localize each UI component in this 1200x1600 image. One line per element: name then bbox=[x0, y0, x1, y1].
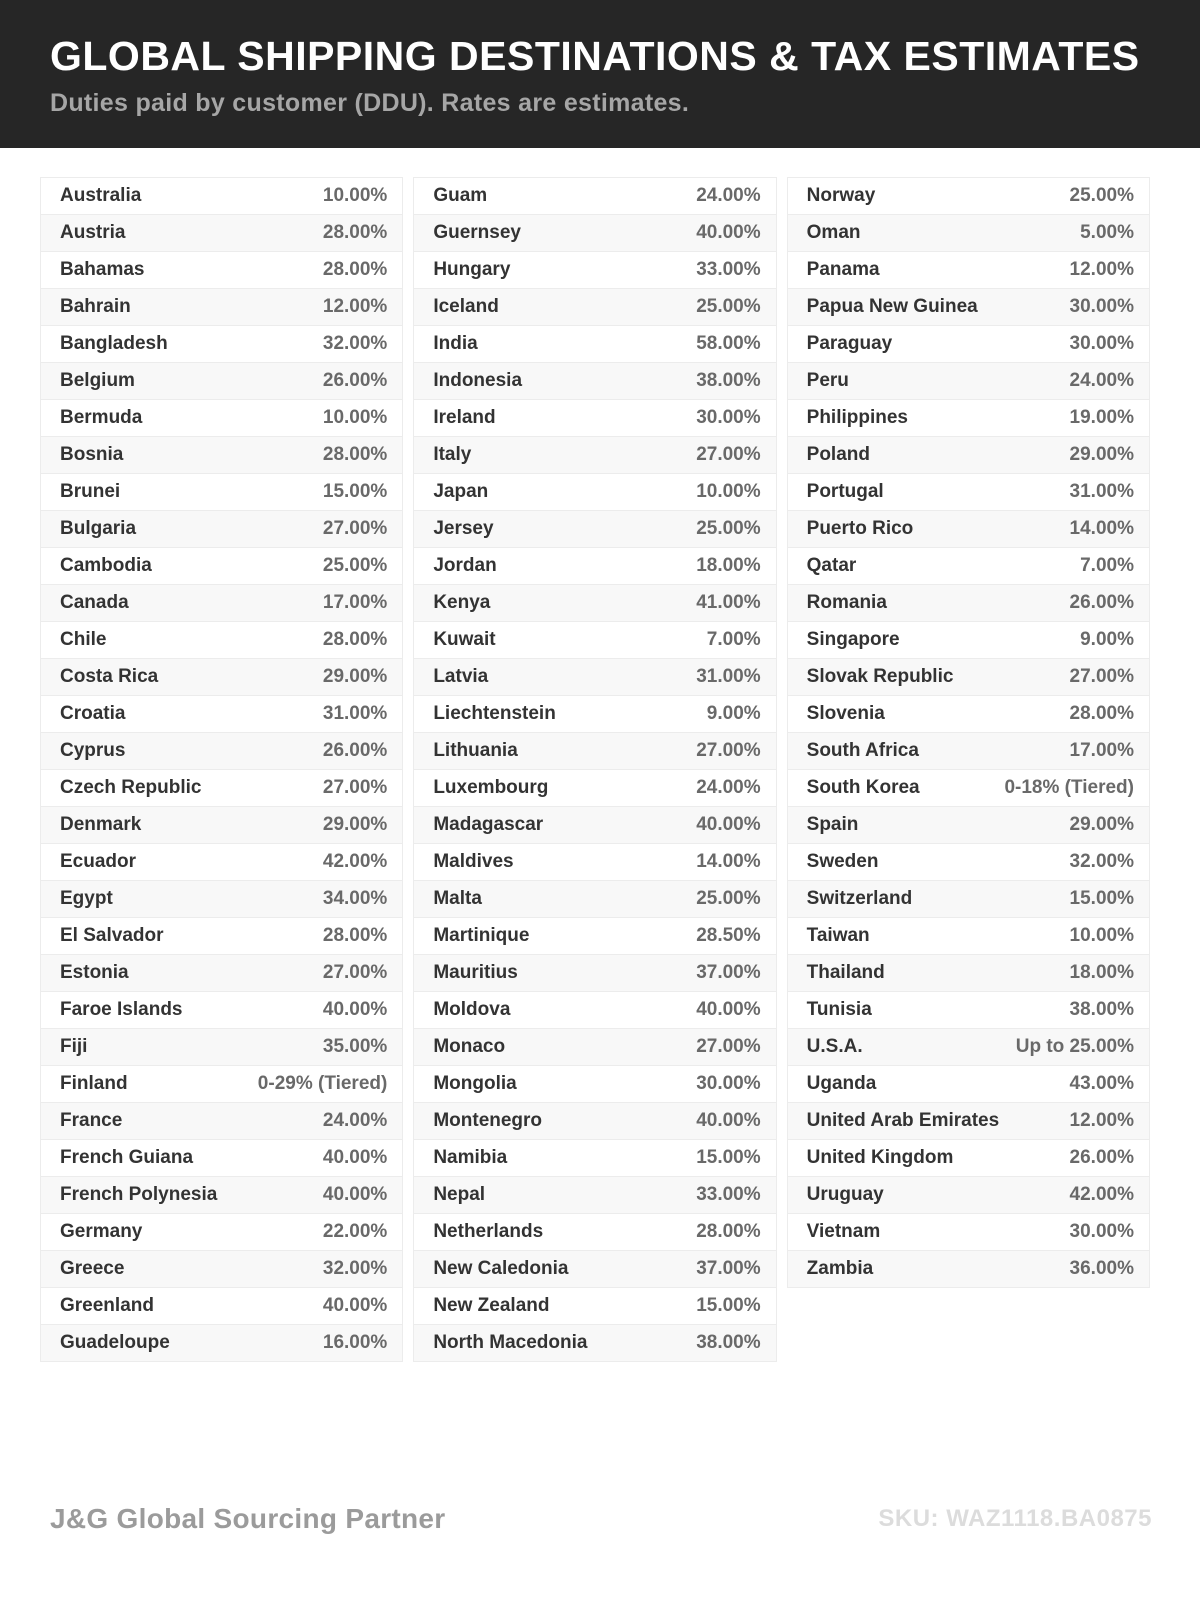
country-label: Slovak Republic bbox=[806, 666, 954, 687]
tax-rate-value: 10.00% bbox=[696, 481, 761, 502]
table-row bbox=[787, 1213, 1150, 1251]
table-row bbox=[787, 214, 1150, 252]
table-row bbox=[413, 214, 776, 252]
tax-rate-value: 40.00% bbox=[322, 1147, 388, 1168]
table-row bbox=[413, 1250, 776, 1288]
country-label: New Zealand bbox=[433, 1295, 550, 1316]
country-label: Fiji bbox=[60, 1036, 88, 1057]
country-label: Guernsey bbox=[433, 222, 521, 243]
tax-rate-value: 31.00% bbox=[1069, 481, 1134, 502]
tax-rate-value: 34.00% bbox=[322, 888, 388, 909]
table-row bbox=[787, 177, 1150, 215]
table-row bbox=[787, 658, 1150, 696]
table-row bbox=[787, 436, 1150, 474]
country-label: Puerto Rico bbox=[806, 518, 914, 539]
country-label: Jordan bbox=[433, 555, 497, 576]
table-row bbox=[413, 1287, 776, 1325]
table-row bbox=[40, 1176, 403, 1214]
page-footer bbox=[50, 1503, 1152, 1535]
table-row bbox=[413, 547, 776, 585]
country-label: Estonia bbox=[60, 962, 129, 983]
tax-rate-value: 33.00% bbox=[696, 259, 761, 280]
table-row bbox=[413, 806, 776, 844]
country-label: Sweden bbox=[806, 851, 879, 872]
tax-rate-value: 24.00% bbox=[696, 777, 761, 798]
table-row bbox=[787, 1176, 1150, 1214]
table-row bbox=[40, 806, 403, 844]
tax-rate-value: Up to 25.00% bbox=[1015, 1036, 1134, 1057]
tax-rate-value: 15.00% bbox=[696, 1295, 761, 1316]
tax-rate-value: 10.00% bbox=[322, 185, 388, 206]
tax-rate-value: 28.50% bbox=[696, 925, 761, 946]
country-label: Bahamas bbox=[60, 259, 145, 280]
table-row bbox=[40, 214, 403, 252]
table-row bbox=[40, 251, 403, 289]
tax-rate-value: 42.00% bbox=[1069, 1184, 1134, 1205]
table-row bbox=[40, 880, 403, 918]
tax-rate-value: 17.00% bbox=[1069, 740, 1134, 761]
tax-rate-value: 12.00% bbox=[1069, 259, 1134, 280]
country-label: Poland bbox=[806, 444, 870, 465]
country-label: Iceland bbox=[433, 296, 499, 317]
country-label: Chile bbox=[60, 629, 107, 650]
table-row bbox=[40, 288, 403, 326]
table-row bbox=[787, 843, 1150, 881]
tax-rate-value: 22.00% bbox=[322, 1221, 388, 1242]
country-label: Lithuania bbox=[433, 740, 518, 761]
table-row bbox=[40, 1139, 403, 1177]
country-label: South Korea bbox=[806, 777, 920, 798]
table-row bbox=[40, 695, 403, 733]
country-label: Qatar bbox=[806, 555, 857, 576]
table-row bbox=[787, 954, 1150, 992]
tax-rate-value: 27.00% bbox=[322, 518, 388, 539]
table-row bbox=[787, 251, 1150, 289]
country-label: Netherlands bbox=[433, 1221, 544, 1242]
rates-column-3 bbox=[787, 178, 1150, 1288]
table-row bbox=[40, 991, 403, 1029]
country-label: Romania bbox=[806, 592, 887, 613]
tax-rate-value: 38.00% bbox=[696, 1332, 761, 1353]
country-label: Bangladesh bbox=[60, 333, 168, 354]
tax-rate-value: 15.00% bbox=[322, 481, 388, 502]
country-label: Luxembourg bbox=[433, 777, 549, 798]
country-label: Faroe Islands bbox=[60, 999, 183, 1020]
country-label: Philippines bbox=[806, 407, 909, 428]
country-label: Ecuador bbox=[60, 851, 137, 872]
table-row bbox=[40, 325, 403, 363]
table-row bbox=[40, 399, 403, 437]
country-label: Liechtenstein bbox=[433, 703, 556, 724]
rates-column-2 bbox=[413, 178, 776, 1362]
country-label: Australia bbox=[60, 185, 142, 206]
table-row bbox=[40, 584, 403, 622]
table-row bbox=[413, 991, 776, 1029]
table-row bbox=[413, 769, 776, 807]
country-label: Papua New Guinea bbox=[806, 296, 978, 317]
table-row bbox=[40, 177, 403, 215]
table-row bbox=[40, 436, 403, 474]
table-row bbox=[787, 991, 1150, 1029]
tax-rate-value: 37.00% bbox=[696, 962, 761, 983]
tax-rate-value: 32.00% bbox=[1069, 851, 1134, 872]
table-row bbox=[413, 1139, 776, 1177]
table-row bbox=[40, 362, 403, 400]
country-label: Oman bbox=[806, 222, 861, 243]
country-label: Denmark bbox=[60, 814, 142, 835]
country-label: Namibia bbox=[433, 1147, 508, 1168]
tax-rate-value: 30.00% bbox=[1069, 296, 1134, 317]
table-row bbox=[787, 880, 1150, 918]
table-row bbox=[787, 584, 1150, 622]
country-label: Finland bbox=[60, 1073, 128, 1094]
table-row bbox=[787, 769, 1150, 807]
country-label: Croatia bbox=[60, 703, 126, 724]
tax-rate-value: 15.00% bbox=[1069, 888, 1134, 909]
page-title: GLOBAL SHIPPING DESTINATIONS & TAX ESTIMATES bbox=[50, 32, 1140, 79]
table-row bbox=[413, 880, 776, 918]
country-label: Zambia bbox=[806, 1258, 874, 1279]
table-row bbox=[787, 621, 1150, 659]
country-label: Bulgaria bbox=[60, 518, 137, 539]
country-label: Austria bbox=[60, 222, 126, 243]
country-label: Greenland bbox=[60, 1295, 154, 1316]
country-label: French Polynesia bbox=[60, 1184, 218, 1205]
country-label: French Guiana bbox=[60, 1147, 194, 1168]
tax-rate-value: 38.00% bbox=[696, 370, 761, 391]
table-row bbox=[40, 1287, 403, 1325]
tax-rate-value: 26.00% bbox=[322, 370, 388, 391]
rates-column-1 bbox=[40, 178, 403, 1362]
table-row bbox=[787, 473, 1150, 511]
tax-rate-value: 29.00% bbox=[1069, 444, 1134, 465]
tax-rate-value: 30.00% bbox=[1069, 1221, 1134, 1242]
country-label: Ireland bbox=[433, 407, 496, 428]
tax-rate-value: 27.00% bbox=[322, 777, 388, 798]
table-row bbox=[40, 1065, 403, 1103]
tax-rate-value: 40.00% bbox=[696, 1110, 761, 1131]
table-row bbox=[787, 732, 1150, 770]
tax-rate-value: 40.00% bbox=[322, 999, 388, 1020]
table-row bbox=[413, 288, 776, 326]
tax-rate-value: 10.00% bbox=[1069, 925, 1134, 946]
country-label: U.S.A. bbox=[806, 1036, 863, 1057]
country-label: New Caledonia bbox=[433, 1258, 569, 1279]
tax-rate-value: 27.00% bbox=[696, 1036, 761, 1057]
country-label: Switzerland bbox=[806, 888, 913, 909]
table-row bbox=[40, 917, 403, 955]
country-label: Czech Republic bbox=[60, 777, 202, 798]
country-label: Uganda bbox=[806, 1073, 877, 1094]
table-row bbox=[413, 1176, 776, 1214]
tax-rate-value: 42.00% bbox=[322, 851, 388, 872]
country-label: Japan bbox=[433, 481, 489, 502]
table-row bbox=[413, 732, 776, 770]
country-label: South Africa bbox=[806, 740, 919, 761]
table-row bbox=[413, 362, 776, 400]
tax-rate-value: 18.00% bbox=[1069, 962, 1134, 983]
tax-rate-value: 32.00% bbox=[322, 333, 388, 354]
tax-rate-value: 35.00% bbox=[322, 1036, 388, 1057]
sku-label: SKU: WAZ1118.BA0875 bbox=[878, 1505, 1152, 1532]
tax-rate-value: 36.00% bbox=[1069, 1258, 1134, 1279]
tax-rate-value: 24.00% bbox=[696, 185, 761, 206]
tax-rate-value: 7.00% bbox=[706, 629, 761, 650]
tax-rate-value: 14.00% bbox=[696, 851, 761, 872]
country-label: Spain bbox=[806, 814, 859, 835]
table-row bbox=[413, 325, 776, 363]
tax-rate-value: 12.00% bbox=[322, 296, 388, 317]
table-row bbox=[787, 695, 1150, 733]
tax-rate-value: 32.00% bbox=[322, 1258, 388, 1279]
tax-rate-value: 41.00% bbox=[696, 592, 761, 613]
country-label: Indonesia bbox=[433, 370, 523, 391]
country-label: El Salvador bbox=[60, 925, 164, 946]
country-label: Madagascar bbox=[433, 814, 544, 835]
country-label: Portugal bbox=[806, 481, 884, 502]
table-row bbox=[787, 362, 1150, 400]
country-label: Italy bbox=[433, 444, 472, 465]
country-label: Brunei bbox=[60, 481, 121, 502]
table-row bbox=[413, 695, 776, 733]
table-row bbox=[413, 917, 776, 955]
tax-rate-value: 28.00% bbox=[1069, 703, 1134, 724]
tax-rate-value: 30.00% bbox=[696, 407, 761, 428]
tax-rate-value: 37.00% bbox=[696, 1258, 761, 1279]
tax-rate-value: 40.00% bbox=[322, 1184, 388, 1205]
country-label: Canada bbox=[60, 592, 129, 613]
page-subtitle: Duties paid by customer (DDU). Rates are estimates. bbox=[50, 89, 690, 118]
table-row bbox=[413, 584, 776, 622]
country-label: Cyprus bbox=[60, 740, 126, 761]
tax-rate-value: 28.00% bbox=[322, 925, 388, 946]
country-label: Monaco bbox=[433, 1036, 506, 1057]
country-label: Maldives bbox=[433, 851, 514, 872]
table-row bbox=[413, 1102, 776, 1140]
tax-rate-value: 0-18% (Tiered) bbox=[1004, 777, 1134, 798]
country-label: Norway bbox=[806, 185, 876, 206]
country-label: India bbox=[433, 333, 478, 354]
tax-rate-value: 27.00% bbox=[696, 444, 761, 465]
tax-rate-value: 24.00% bbox=[322, 1110, 388, 1131]
table-row bbox=[787, 1028, 1150, 1066]
table-row bbox=[787, 806, 1150, 844]
country-label: Bosnia bbox=[60, 444, 124, 465]
tax-rate-value: 15.00% bbox=[696, 1147, 761, 1168]
tax-rate-value: 58.00% bbox=[696, 333, 761, 354]
table-row bbox=[40, 621, 403, 659]
tax-rate-value: 33.00% bbox=[696, 1184, 761, 1205]
table-row bbox=[413, 177, 776, 215]
table-row bbox=[40, 510, 403, 548]
country-label: Bermuda bbox=[60, 407, 143, 428]
table-row bbox=[787, 510, 1150, 548]
country-label: Malta bbox=[433, 888, 482, 909]
country-label: Thailand bbox=[806, 962, 885, 983]
country-label: Montenegro bbox=[433, 1110, 543, 1131]
tax-rate-value: 40.00% bbox=[696, 222, 761, 243]
table-row bbox=[40, 1250, 403, 1288]
country-label: Hungary bbox=[433, 259, 511, 280]
country-label: Costa Rica bbox=[60, 666, 159, 687]
tax-rate-value: 40.00% bbox=[696, 999, 761, 1020]
table-row bbox=[40, 843, 403, 881]
country-label: Kuwait bbox=[433, 629, 496, 650]
country-label: North Macedonia bbox=[433, 1332, 588, 1353]
table-row bbox=[413, 473, 776, 511]
tax-rate-value: 28.00% bbox=[322, 629, 388, 650]
country-label: Bahrain bbox=[60, 296, 131, 317]
tax-rate-value: 40.00% bbox=[322, 1295, 388, 1316]
tax-rate-value: 38.00% bbox=[1069, 999, 1134, 1020]
tax-rate-value: 14.00% bbox=[1069, 518, 1134, 539]
table-row bbox=[40, 1324, 403, 1362]
tax-rate-value: 0-29% (Tiered) bbox=[257, 1073, 388, 1094]
tax-rate-value: 40.00% bbox=[696, 814, 761, 835]
table-row bbox=[787, 1102, 1150, 1140]
country-label: Panama bbox=[806, 259, 880, 280]
table-row bbox=[413, 1028, 776, 1066]
tax-rate-value: 10.00% bbox=[322, 407, 388, 428]
country-label: Uruguay bbox=[806, 1184, 884, 1205]
tax-rate-value: 19.00% bbox=[1069, 407, 1134, 428]
country-label: Guam bbox=[433, 185, 488, 206]
country-label: Guadeloupe bbox=[60, 1332, 170, 1353]
tax-rate-value: 28.00% bbox=[696, 1221, 761, 1242]
country-label: Peru bbox=[806, 370, 849, 391]
table-row bbox=[413, 251, 776, 289]
tax-rate-value: 25.00% bbox=[696, 518, 761, 539]
tax-rate-value: 28.00% bbox=[322, 259, 388, 280]
table-row bbox=[413, 510, 776, 548]
table-row bbox=[40, 954, 403, 992]
table-row bbox=[413, 1213, 776, 1251]
tax-rate-value: 5.00% bbox=[1080, 222, 1134, 243]
table-row bbox=[40, 1213, 403, 1251]
country-label: Singapore bbox=[806, 629, 900, 650]
tax-rate-value: 29.00% bbox=[1069, 814, 1134, 835]
tax-rate-value: 17.00% bbox=[322, 592, 388, 613]
table-row bbox=[787, 917, 1150, 955]
country-label: Tunisia bbox=[806, 999, 872, 1020]
table-row bbox=[413, 436, 776, 474]
tax-rate-value: 31.00% bbox=[696, 666, 761, 687]
tax-rate-value: 26.00% bbox=[1069, 1147, 1134, 1168]
table-row bbox=[413, 843, 776, 881]
country-label: Paraguay bbox=[806, 333, 893, 354]
table-row bbox=[40, 769, 403, 807]
table-row bbox=[413, 954, 776, 992]
country-label: Slovenia bbox=[806, 703, 885, 724]
tax-rate-value: 43.00% bbox=[1069, 1073, 1134, 1094]
brand-name: J&G Global Sourcing Partner bbox=[50, 1503, 446, 1534]
country-label: Egypt bbox=[60, 888, 113, 909]
country-label: Mongolia bbox=[433, 1073, 517, 1094]
tax-rate-value: 26.00% bbox=[1069, 592, 1134, 613]
country-label: Nepal bbox=[433, 1184, 486, 1205]
country-label: Vietnam bbox=[806, 1221, 881, 1242]
tax-rate-value: 7.00% bbox=[1080, 555, 1134, 576]
tax-rate-value: 31.00% bbox=[322, 703, 388, 724]
table-row bbox=[787, 1065, 1150, 1103]
table-row bbox=[787, 399, 1150, 437]
table-row bbox=[787, 1250, 1150, 1288]
table-row bbox=[40, 1102, 403, 1140]
tax-rate-value: 30.00% bbox=[696, 1073, 761, 1094]
table-row bbox=[413, 1324, 776, 1362]
tax-rate-value: 29.00% bbox=[322, 666, 388, 687]
tax-rate-value: 18.00% bbox=[696, 555, 761, 576]
tax-rate-value: 25.00% bbox=[1069, 185, 1134, 206]
table-row bbox=[787, 288, 1150, 326]
country-label: Germany bbox=[60, 1221, 143, 1242]
tax-rate-value: 25.00% bbox=[322, 555, 388, 576]
table-row bbox=[40, 1028, 403, 1066]
tax-rate-value: 27.00% bbox=[322, 962, 388, 983]
country-label: Moldova bbox=[433, 999, 511, 1020]
tax-rate-value: 24.00% bbox=[1069, 370, 1134, 391]
table-row bbox=[787, 547, 1150, 585]
country-label: Taiwan bbox=[806, 925, 870, 946]
tax-rate-value: 16.00% bbox=[322, 1332, 388, 1353]
table-row bbox=[40, 732, 403, 770]
country-label: Belgium bbox=[60, 370, 135, 391]
country-label: Martinique bbox=[433, 925, 530, 946]
country-label: United Kingdom bbox=[806, 1147, 954, 1168]
tax-rate-value: 30.00% bbox=[1069, 333, 1134, 354]
table-row bbox=[413, 621, 776, 659]
country-label: Jersey bbox=[433, 518, 494, 539]
tax-rate-value: 25.00% bbox=[696, 296, 761, 317]
table-row bbox=[787, 1139, 1150, 1177]
country-label: Mauritius bbox=[433, 962, 518, 983]
tax-rate-value: 28.00% bbox=[322, 444, 388, 465]
table-row bbox=[40, 547, 403, 585]
table-row bbox=[40, 658, 403, 696]
table-row bbox=[787, 325, 1150, 363]
tax-rate-value: 9.00% bbox=[706, 703, 761, 724]
country-label: United Arab Emirates bbox=[806, 1110, 1000, 1131]
table-row bbox=[413, 658, 776, 696]
tax-rate-value: 12.00% bbox=[1069, 1110, 1134, 1131]
tax-rate-value: 9.00% bbox=[1080, 629, 1134, 650]
rates-table bbox=[40, 178, 1150, 1362]
table-row bbox=[413, 399, 776, 437]
table-row bbox=[413, 1065, 776, 1103]
tax-rate-value: 29.00% bbox=[322, 814, 388, 835]
page-header bbox=[0, 0, 1200, 148]
tax-rate-value: 27.00% bbox=[1069, 666, 1134, 687]
tax-rate-value: 28.00% bbox=[322, 222, 388, 243]
country-label: Cambodia bbox=[60, 555, 152, 576]
tax-rate-value: 26.00% bbox=[322, 740, 388, 761]
country-label: Kenya bbox=[433, 592, 491, 613]
table-row bbox=[40, 473, 403, 511]
country-label: France bbox=[60, 1110, 123, 1131]
country-label: Latvia bbox=[433, 666, 489, 687]
country-label: Greece bbox=[60, 1258, 125, 1279]
tax-rate-value: 25.00% bbox=[696, 888, 761, 909]
tax-rate-value: 27.00% bbox=[696, 740, 761, 761]
